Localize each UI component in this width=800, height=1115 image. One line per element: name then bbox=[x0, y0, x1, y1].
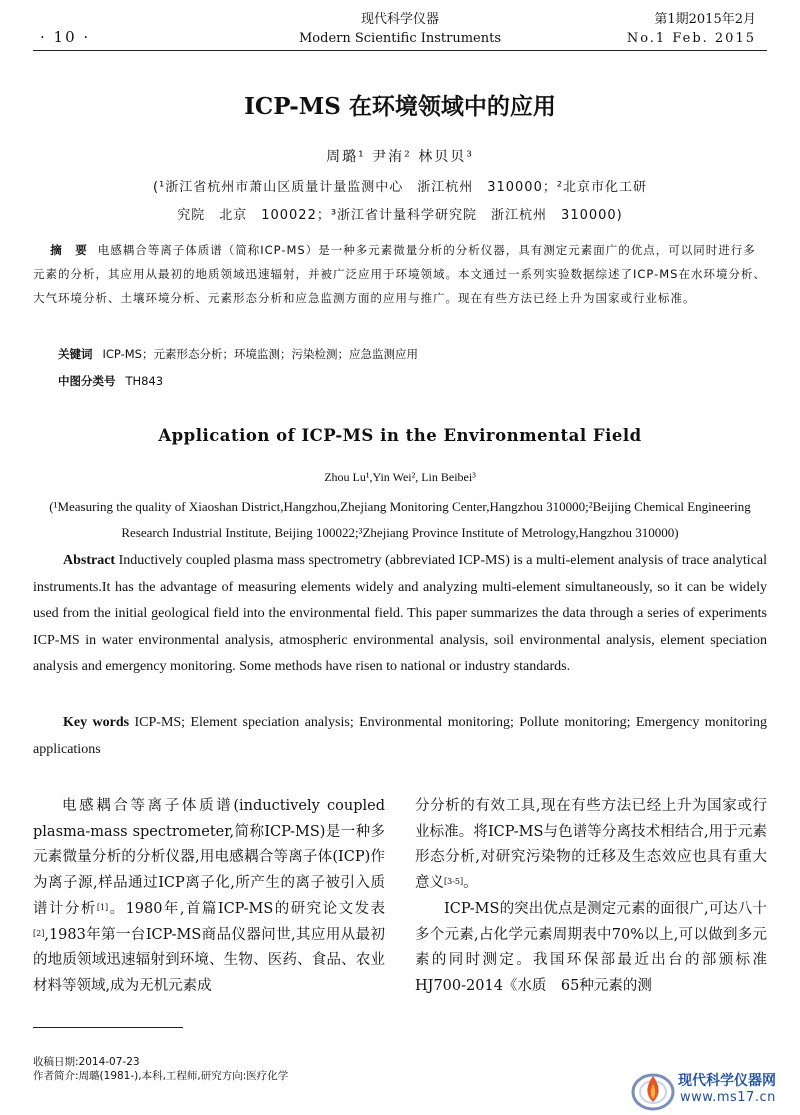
keywords-en-text: ICP-MS; Element speciation analysis; Environmental monitoring; Pollute monitoring; Emergency monitoring applications bbox=[33, 715, 767, 757]
body-text: 电感耦合等离子体质谱(inductively coupled plasma-mass spectrometer,简称ICP-MS)是一种多元素微量分析的分析仪器,用电感耦合等离子体(ICP)作为离子源,样品通过ICP离子化,所产生的离子被引入质谱计分析 bbox=[33, 798, 385, 917]
header-divider bbox=[33, 50, 767, 51]
abstract-cn bbox=[33, 238, 767, 310]
classification-cn-text: TH843 bbox=[125, 374, 164, 388]
abstract-en-text: Inductively coupled plasma mass spectrometry (abbreviated ICP-MS) is a multi-element analysis of trace analytical instruments.It has the advantage of measuring elements widely and analyzing multi-element simultaneously, so it can be widely used from the initial geological field into the environmental field. This paper summarizes the data through a series of experiments ICP-MS in water environmental analysis, atmospheric environmental analysis, soil environmental analysis, element speciation analysis and emergency monitoring. Some methods have risen to national or industry standards. bbox=[33, 553, 768, 674]
body-text: 分分析的有效工具,现在有些方法已经上升为国家或行业标准。将ICP-MS与色谱等分离技术相结合,用于元素形态分析,对研究污染物的迁移及生态效应也具有重大意义 bbox=[415, 798, 767, 892]
watermark-name: 现代科学仪器网 bbox=[678, 1073, 776, 1089]
authors-cn: 周璐¹ 尹洧² 林贝贝³ bbox=[326, 149, 474, 165]
footnote-divider bbox=[33, 1027, 183, 1028]
affiliation-cn-line2: 究院 北京 100022；³浙江省计量科学研究院 浙江杭州 310000) bbox=[177, 208, 623, 223]
paper-title-cn: ICP-MS 在环境领域中的应用 bbox=[244, 93, 556, 120]
flame-logo-icon bbox=[630, 1068, 676, 1112]
classification-cn-label: 中图分类号 bbox=[58, 374, 116, 388]
citation-ref: [2] bbox=[33, 928, 45, 938]
body-paragraph bbox=[33, 794, 385, 1000]
keywords-cn-label: 关键词 bbox=[58, 347, 93, 361]
body-column-right bbox=[415, 794, 767, 1000]
received-date: 收稿日期:2014-07-23 bbox=[33, 1056, 140, 1068]
keywords-en bbox=[33, 710, 767, 763]
abstract-cn-label: 摘 要 bbox=[50, 243, 88, 257]
keywords-en-label: Key words bbox=[63, 715, 130, 730]
keywords-cn bbox=[58, 346, 418, 362]
journal-name-cn: 现代科学仪器 bbox=[360, 12, 439, 27]
citation-ref: [3-5] bbox=[444, 877, 464, 887]
affiliation-cn-line1: (¹浙江省杭州市萧山区质量计量监测中心 浙江杭州 310000；²北京市化工研 bbox=[152, 180, 648, 195]
keywords-cn-text: ICP-MS；元素形态分析；环境监测；污染检测；应急监测应用 bbox=[102, 347, 418, 361]
journal-name-en: Modern Scientific Instruments bbox=[298, 31, 502, 46]
paper-title-en: Application of ICP-MS in the Environmental Field bbox=[158, 426, 642, 445]
affiliation-en-line1: (¹Measuring the quality of Xiaoshan District,Hangzhou,Zhejiang Monitoring Center,Hangzhou 310000;²Beijing Chemical Engineering bbox=[49, 499, 751, 514]
issue-en: No.1 Feb. 2015 bbox=[626, 31, 756, 46]
authors-en: Zhou Lu¹,Yin Wei², Lin Beibei³ bbox=[324, 470, 476, 484]
abstract-en bbox=[33, 548, 767, 681]
issue-cn: 第1期2015年2月 bbox=[654, 12, 756, 27]
watermark-url: www.ms17.cn bbox=[680, 1090, 776, 1105]
page-number: · 10 · bbox=[40, 28, 91, 46]
citation-ref: [1] bbox=[96, 902, 109, 912]
body-paragraph bbox=[415, 794, 767, 897]
affiliation-en-line2: Research Industrial Institute, Beijing 100022;³Zhejiang Province Institute of Metrology,Hangzhou 310000) bbox=[121, 525, 679, 540]
abstract-cn-text: 电感耦合等离子体质谱（简称ICP-MS）是一种多元素微量分析的分析仪器，具有测定元素面广的优点，可以同时进行多元素的分析，其应用从最初的地质领域迅速辐射，并被广泛应用于环境领域。本文通过一系列实验数据综述了ICP-MS在水环境分析、大气环境分析、土壤环境分析、元素形态分析和应急监测方面的应用与推广。现在有些方法已经上升为国家或行业标准。 bbox=[33, 243, 766, 305]
body-text: 。1980年,首篇ICP-MS的研究论文发表 bbox=[108, 900, 386, 917]
body-column-left bbox=[33, 794, 385, 1000]
footnotes bbox=[33, 1056, 288, 1083]
classification-cn bbox=[58, 373, 163, 389]
issue-info bbox=[627, 10, 756, 48]
author-bio: 作者简介:周璐(1981-),本科,工程师,研究方向:医疗化学 bbox=[33, 1069, 289, 1082]
body-text: 。 bbox=[463, 875, 478, 892]
site-watermark bbox=[630, 1068, 796, 1112]
body-paragraph: ICP-MS的突出优点是测定元素的面很广,可达八十多个元素,占化学元素周期表中70%以上,可以做到多元素的同时测定。我国环保部最近出台的部颁标准HJ700-2014《水质 65种元素的测 bbox=[415, 900, 767, 994]
abstract-en-label: Abstract bbox=[63, 553, 116, 568]
affiliation-cn bbox=[0, 174, 800, 230]
body-text: ,1983年第一台ICP-MS商品仪器问世,其应用从最初的地质领域迅速辐射到环境、生物、医药、食品、农业材料等领域,成为无机元素成 bbox=[33, 926, 385, 994]
affiliation-en bbox=[33, 494, 767, 546]
